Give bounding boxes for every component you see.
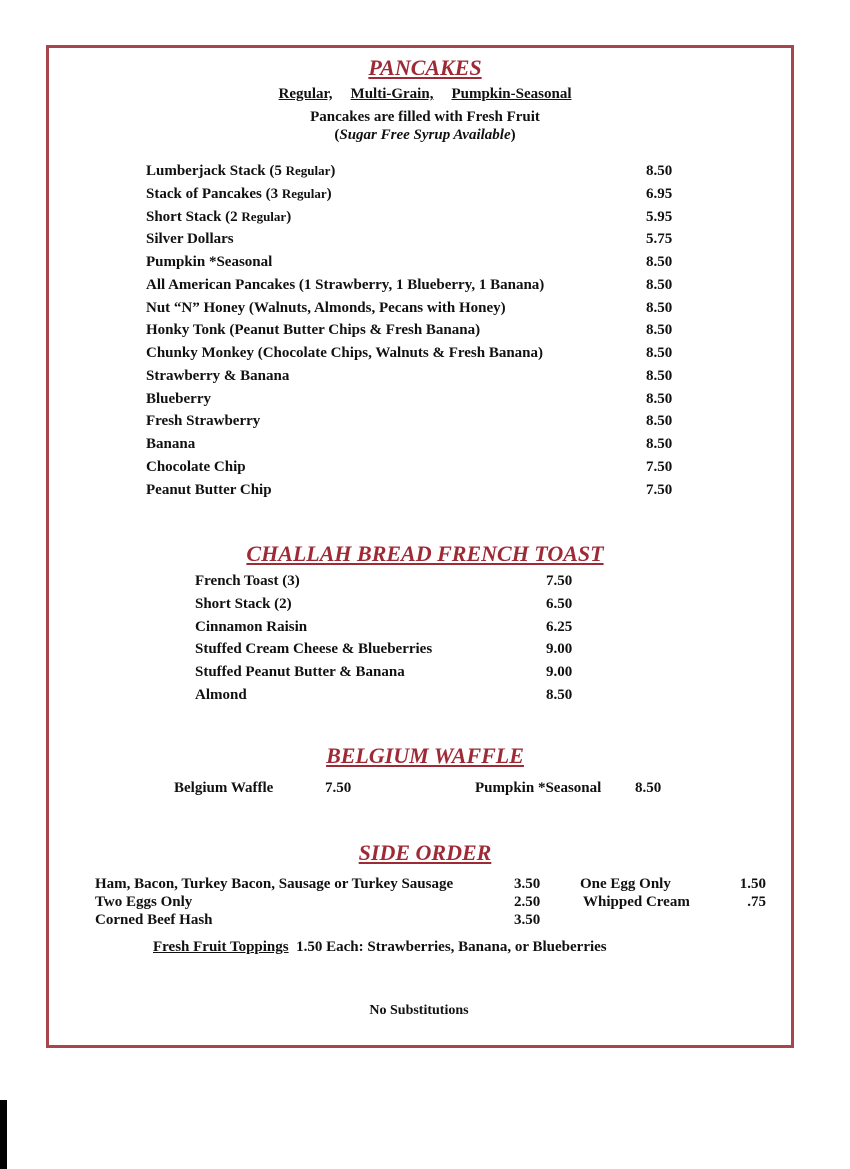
french-toast-item-name: Almond (195, 687, 247, 703)
french-toast-item-price: 6.25 (546, 618, 573, 635)
side-item-price: 3.50 (514, 876, 541, 892)
pancake-name-text: Banana (146, 436, 196, 452)
french-toast-item-name: Stuffed Cream Cheese & Blueberries (195, 641, 433, 658)
note-paren-open: ( (334, 127, 340, 143)
french-toast-item-price: 7.50 (546, 573, 573, 589)
pancake-item-name (146, 322, 480, 339)
note-syrup-text: Sugar Free Syrup Available (339, 127, 511, 143)
pancake-item-price: 8.50 (646, 322, 673, 339)
pancake-item-name (146, 436, 195, 453)
pancake-item-name (146, 209, 291, 226)
pancake-name-qualifier: Regular (281, 185, 327, 201)
side-item-name: Corned Beef Hash (95, 912, 213, 928)
side-item-name: Two Eggs Only (95, 894, 193, 910)
pancake-name-text: Silver Dollars (146, 231, 234, 248)
pancakes-title: PANCAKES (368, 55, 482, 80)
grain-option-regular: Regular, (278, 86, 333, 102)
pancake-item-price: 8.50 (646, 345, 673, 361)
pancake-name-text: Pumpkin *Seasonal (146, 254, 273, 270)
pancake-item-price: 8.50 (646, 254, 673, 270)
waffle-pumpkin-price: 8.50 (635, 780, 662, 796)
pancake-item-price: 8.50 (646, 413, 673, 430)
pancake-item-price: 8.50 (646, 299, 673, 316)
pancake-item-name (146, 300, 506, 317)
pancake-item-name (146, 391, 211, 408)
french-toast-item-price: 6.50 (546, 595, 573, 612)
side-item-name-right: One Egg Only (580, 876, 671, 892)
french-toast-item-name: Short Stack (2) (195, 595, 292, 612)
fruit-toppings-text: 1.50 Each: Strawberries, Banana, or Blueberries (296, 939, 607, 955)
side-item-price-right: 1.50 (739, 876, 766, 892)
pancake-item-name (146, 368, 289, 385)
pancake-name-text: Chunky Monkey (Chocolate Chips, Walnuts & Fresh Banana) (146, 345, 544, 361)
pancake-item-name (146, 459, 246, 476)
pancake-name-text: Chocolate Chip (146, 458, 246, 475)
french-toast-item-price: 9.00 (546, 641, 573, 658)
pancake-name-text: All American Pancakes (1 Strawberry, 1 Blueberry, 1 Banana) (146, 276, 545, 293)
pancake-name-qualifier: Regular (241, 208, 287, 224)
pancake-name-text: Blueberry (146, 390, 211, 407)
side-item-price: 3.50 (514, 912, 541, 928)
pancake-item-name (146, 413, 260, 430)
grain-option-multigrain: Multi-Grain, (350, 86, 434, 102)
pancake-name-text: Honky Tonk (Peanut Butter Chips & Fresh Banana) (146, 322, 481, 339)
no-substitutions: No Substitutions (369, 1003, 469, 1018)
pancake-item-name (146, 186, 332, 203)
waffle-item-price: 7.50 (325, 780, 352, 796)
french-toast-title: CHALLAH BREAD FRENCH TOAST (246, 541, 604, 566)
pancake-item-price: 8.50 (646, 367, 673, 384)
fruit-toppings-label: Fresh Fruit Toppings (153, 939, 289, 955)
waffle-item-name: Belgium Waffle (174, 780, 274, 796)
french-toast-item-name: Cinnamon Raisin (195, 618, 308, 635)
pancake-name-text: Short Stack (2 (146, 208, 242, 225)
pancake-item-price: 6.95 (646, 185, 673, 202)
french-toast-item-price: 9.00 (546, 664, 573, 681)
pancake-item-name (146, 345, 543, 362)
waffle-title: BELGIUM WAFFLE (326, 743, 524, 768)
pancake-item-name (146, 231, 234, 248)
pancakes-note-syrup (0, 127, 850, 144)
side-item-price-right: .75 (747, 894, 766, 910)
pancake-name-text: Peanut Butter Chip (146, 481, 272, 498)
side-item-name-right: Whipped Cream (583, 894, 690, 910)
pancake-name-text: Strawberry & Banana (146, 367, 290, 384)
pancake-name-qualifier: Regular (285, 163, 331, 178)
pancake-item-name (146, 277, 544, 294)
pancake-item-price: 5.95 (646, 208, 673, 225)
pancake-item-price: 8.50 (646, 276, 673, 293)
pancake-name-text: Nut “N” Honey (Walnuts, Almonds, Pecans with Honey) (146, 299, 506, 316)
french-toast-item-price: 8.50 (546, 687, 573, 703)
pancake-name-tail: ) (330, 163, 336, 179)
grain-options (0, 86, 850, 103)
pancake-name-text: Fresh Strawberry (146, 413, 261, 430)
pancake-name-text: Lumberjack Stack (5 (146, 163, 286, 179)
pancake-name-tail: ) (286, 208, 292, 225)
pancake-name-text: Stack of Pancakes (3 (146, 185, 282, 202)
waffle-pumpkin-name: Pumpkin *Seasonal (475, 780, 602, 796)
pancake-item-price: 8.50 (646, 436, 673, 452)
french-toast-item-name: Stuffed Peanut Butter & Banana (195, 664, 405, 681)
scan-edge-mark (0, 1100, 7, 1169)
pancake-item-price: 7.50 (646, 481, 673, 498)
grain-option-pumpkin: Pumpkin-Seasonal (451, 86, 572, 102)
fruit-toppings (153, 939, 607, 956)
pancake-item-name (146, 163, 335, 180)
pancake-item-name (146, 254, 272, 271)
pancakes-note-fruit: Pancakes are filled with Fresh Fruit (310, 109, 540, 125)
pancake-item-price: 5.75 (646, 231, 673, 248)
note-paren-close: ) (510, 127, 516, 143)
side-item-name: Ham, Bacon, Turkey Bacon, Sausage or Turkey Sausage (95, 876, 454, 892)
side-order-title: SIDE ORDER (358, 840, 492, 865)
side-item-price: 2.50 (514, 894, 541, 910)
pancake-name-tail: ) (326, 185, 332, 202)
pancake-item-name (146, 482, 272, 499)
pancake-item-price: 8.50 (646, 163, 673, 179)
pancake-item-price: 8.50 (646, 390, 673, 407)
pancake-item-price: 7.50 (646, 458, 673, 475)
french-toast-item-name: French Toast (3) (195, 573, 300, 589)
